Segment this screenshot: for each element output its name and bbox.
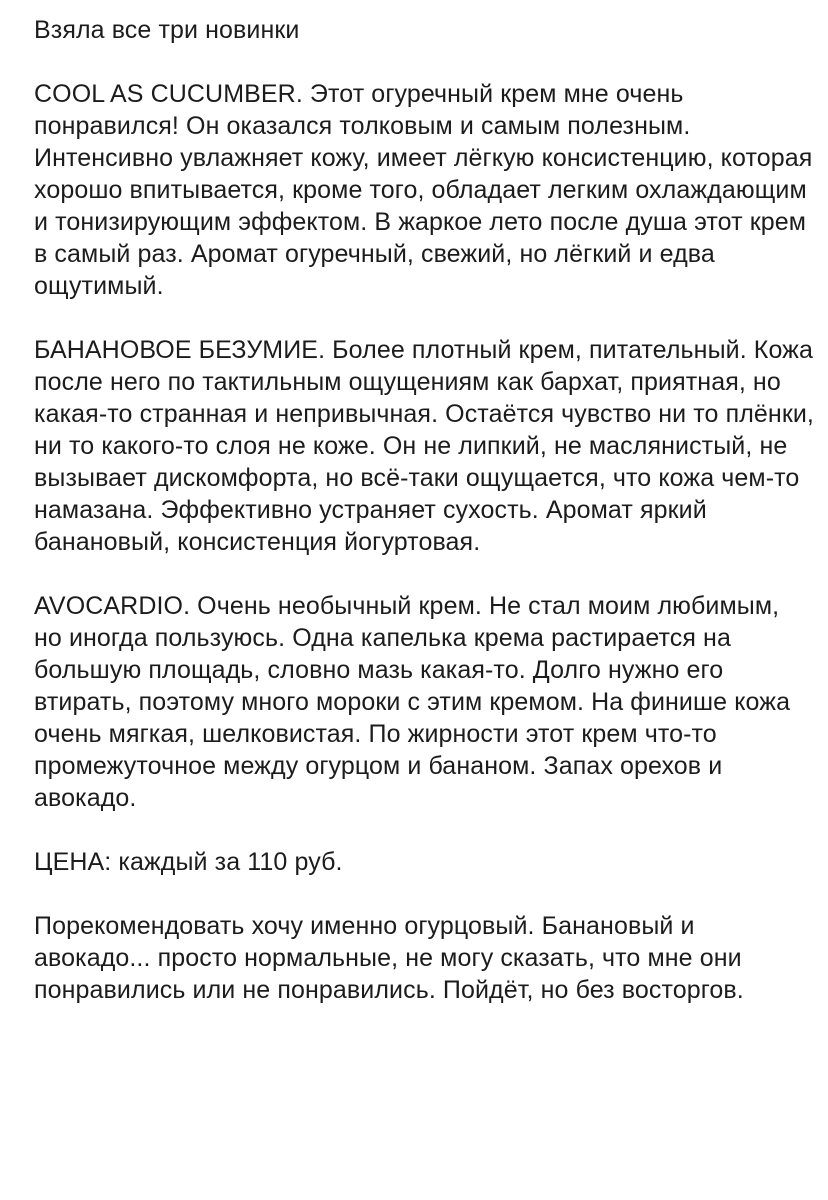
conclusion-paragraph: Порекомендовать хочу именно огурцовый. Банановый и авокадо... просто нормальные, не могу сказать, что мне они понравились или не понравились. Пойдёт, но без восторгов. — [34, 912, 744, 1004]
cucumber-cream-paragraph: COOL AS CUCUMBER. Этот огуречный крем мне очень понравился! Он оказался толковым и самым полезным. Интенсивно увлажняет кожу, имеет лёгкую консистенцию, которая хорошо впитывается, кроме того, обладает легким охлаждающим и тонизирующим эффектом. В жаркое лето после душа этот крем в самый раз. Аромат огуречный, свежий, но лёгкий и едва ощутимый. — [34, 80, 813, 300]
price-paragraph: ЦЕНА: каждый за 110 руб. — [34, 848, 343, 876]
banana-cream-paragraph: БАНАНОВОЕ БЕЗУМИЕ. Более плотный крем, питательный. Кожа после него по тактильным ощущениям как бархат, приятная, но какая-то странная и непривычная. Остаётся чувство ни то плёнки, ни то какого-то слоя не коже. Он не липкий, не маслянистый, не вызывает дискомфорта, но всё-таки ощущается, что кожа чем-то намазана. Эффективно устраняет сухость. Аромат яркий банановый, консистенция йогуртовая. — [34, 336, 814, 556]
avocado-cream-paragraph: AVOCARDIO. Очень необычный крем. Не стал моим любимым, но иногда пользуюсь. Одна капелька крема растирается на большую площадь, словно мазь какая-то. Долго нужно его втирать, поэтому много мороки с этим кремом. На финише кожа очень мягкая, шелковистая. По жирности этот крем что-то промежуточное между огурцом и бананом. Запах орехов и авокадо. — [34, 592, 791, 812]
intro-paragraph: Взяла все три новинки — [34, 16, 300, 44]
review-text — [34, 14, 814, 1006]
